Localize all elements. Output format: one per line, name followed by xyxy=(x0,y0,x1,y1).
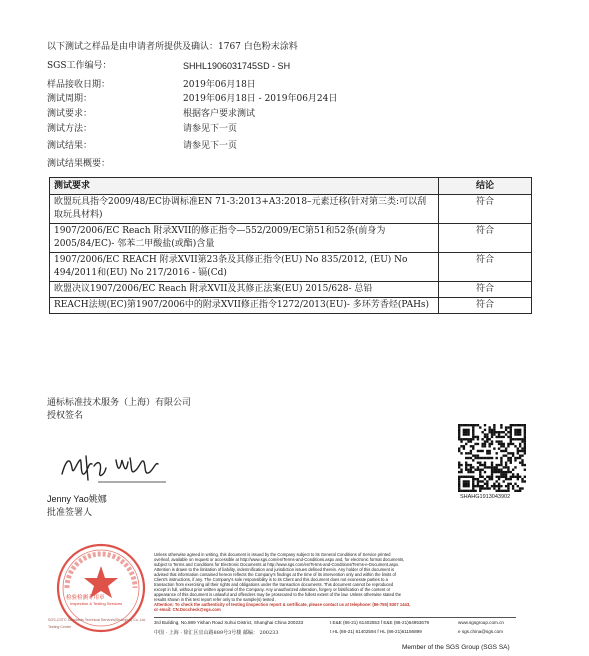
authenticity-attention: Attention: To check the authenticity of testing /inspection report & certificate, please contact us at telephone: (86-755) 8307 1443, xyxy=(154,602,411,607)
summary-label: 测试结果概要： xyxy=(47,159,111,169)
tel-en: t E&E (86-21) 61402553 f E&E (86-21)64953679 xyxy=(330,620,430,625)
signer-name: Jenny Yao姚娜 xyxy=(47,494,107,504)
results-table xyxy=(49,177,532,314)
field-label: SGS工作编号： xyxy=(47,61,112,71)
member-of-group: Member of the SGS Group (SGS SA) xyxy=(402,644,510,651)
authenticity-email: or email: CN.Doccheck@sgs.com xyxy=(154,607,221,612)
disclaimer-line: advised that information contained hereon reflects the Company's findings at the time of its intervention only and within the limits of xyxy=(154,572,396,577)
disclaimer-line: results shown in this test report refer only to the sample(s) tested . xyxy=(154,597,277,602)
requirement-cell: 欧盟玩具指令2009/48/EC协调标准EN 71-3:2013+A3:2018–元素迁移(针对第三类:可以刮取玩具材料) xyxy=(50,195,439,224)
requirement-cell: REACH法规(EC)第1907/2006中的附录XVII修正指令1272/2013(EU)- 多环芳香烃(PAHs) xyxy=(50,298,439,314)
conclusion-cell: 符合 xyxy=(439,282,532,298)
website-link[interactable]: www.sgsgroup.com.cn xyxy=(458,620,504,625)
qr-code-icon xyxy=(458,424,526,492)
col-requirement-header: 测试要求 xyxy=(50,178,439,195)
field-value: 根据客户要求测试 xyxy=(183,109,256,119)
seal-text: 检验检测专用章 xyxy=(66,595,105,601)
handwritten-signature xyxy=(58,446,168,486)
authorized-signature-label: 授权签名 xyxy=(47,411,84,421)
requirement-cell: 1907/2006/EC Reach 附录XVII的修正指令—552/2009/EC第51和52条(前身为2005/84/EC)- 邻苯二甲酸盐(或酯)含量 xyxy=(50,224,439,253)
field-value: 请参见下一页 xyxy=(183,141,238,151)
field-value: 2019年06月18日 xyxy=(183,80,256,90)
field-label: 测试周期： xyxy=(47,94,93,104)
conclusion-cell: 符合 xyxy=(439,253,532,282)
requirement-cell: 1907/2006/EC REACH 附录XVII第23条及其修正指令(EU) No 835/2012, (EU) No 494/2011和(EU) No 217/2016 - 镉(Cd) xyxy=(50,253,439,282)
disclaimer-line: transaction from exercising all their rights and obligations under the transaction documents. This document cannot be reproduced xyxy=(154,582,394,587)
qr-caption: SHAHG1913043902 xyxy=(460,494,511,500)
sample-intro: 以下测试之样品是由申请者所提供及确认：1767 白色粉末涂料 xyxy=(47,42,298,52)
field-label: 样品接收日期： xyxy=(47,80,111,90)
address-divider xyxy=(154,617,516,618)
table-row xyxy=(50,224,532,253)
disclaimer-line: subject to Terms and Conditions for Electronic Documents at http://www.sgs.com/en/Terms-and-Conditions/Terms-e-Document.aspx. xyxy=(154,562,400,567)
disclaimer-line: Unless otherwise agreed in writing, this document is issued by the Company subject to its General Conditions of Service printed xyxy=(154,552,391,557)
disclaimer-line: Client's instructions, if any. The Company's sole responsibility is to its Client and this document does not exonerate parties to a xyxy=(154,577,388,582)
table-row xyxy=(50,253,532,282)
disclaimer-line: except in full, without prior written approval of the Company. Any unauthorized alteration, forgery or falsification of the content or xyxy=(154,587,391,592)
email-link[interactable]: e sgs.china@sgs.com xyxy=(458,629,504,634)
disclaimer-line: appearance of this document is unlawful and offenders may be prosecuted to the fullest extent of the law. Unless otherwise stated the xyxy=(154,592,402,597)
requirement-cell: 欧盟决议1907/2006/EC Reach 附录XVII及其修正法案(EU) 2015/628- 总铅 xyxy=(50,282,439,298)
table-header-row xyxy=(50,178,532,195)
conclusion-cell: 符合 xyxy=(439,298,532,314)
seal-english-text: Inspection & Testing Services xyxy=(70,601,123,606)
tel-cn: t HL (86-21) 61402594 f HL (86-21)61156899 xyxy=(330,629,422,634)
stamp-overlay-text: SGS-CSTC Standards Technical Services(Shanghai) Co.,Ltd. xyxy=(48,618,146,622)
signer-role: 批准签署人 xyxy=(47,508,93,518)
conclusion-cell: 符合 xyxy=(439,224,532,253)
table-row xyxy=(50,298,532,314)
field-value: 2019年06月18日 - 2019年06月24日 xyxy=(183,94,338,104)
field-value: SHHL1906031745SD - SH xyxy=(183,61,291,71)
disclaimer-block xyxy=(154,552,516,612)
field-value: 请参见下一页 xyxy=(183,124,238,134)
table-row xyxy=(50,195,532,224)
address-en: 3rd Building, No.889 Yishan Road Xuhui District, Shanghai China 200233 xyxy=(154,620,304,625)
disclaimer-line: overleaf, available on request or accessible at http://www.sgs.com/en/Terms-and-Conditions.aspx and, for electronic format documents, xyxy=(154,557,405,562)
field-label: 测试方法： xyxy=(47,124,93,134)
col-conclusion-header: 结论 xyxy=(439,178,532,195)
table-row xyxy=(50,282,532,298)
stamp-overlay-text-2: Testing Center xyxy=(48,625,72,629)
address-cn: 中国 · 上海 · 徐汇区宜山路889号3号楼 邮编： 200233 xyxy=(154,630,279,636)
conclusion-cell: 符合 xyxy=(439,195,532,224)
field-label: 测试结果： xyxy=(47,141,93,151)
disclaimer-line: Attention is drawn to the limitation of liability, indemnification and jurisdiction issues defined therein. Any holder of this document is xyxy=(154,567,395,572)
field-label: 测试要求： xyxy=(47,109,93,119)
signing-company: 通标标准技术服务（上海）有限公司 xyxy=(47,398,192,408)
